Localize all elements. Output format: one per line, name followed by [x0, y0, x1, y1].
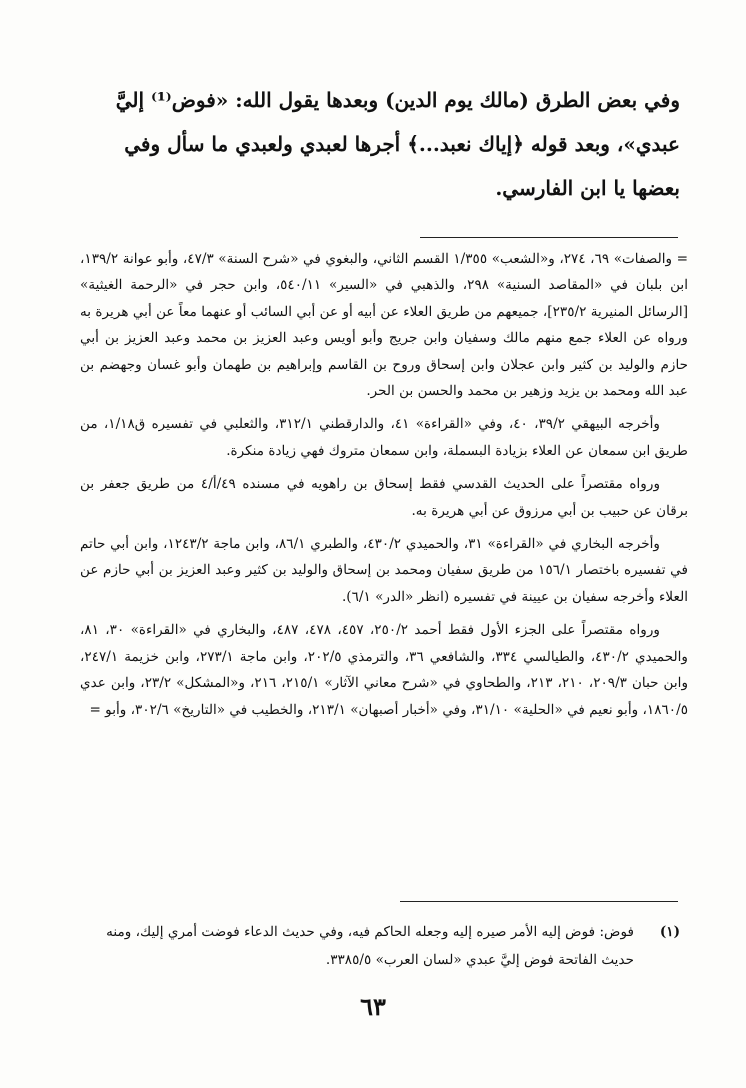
footnote-row	[80, 918, 680, 974]
footnote	[80, 918, 680, 974]
notes-separator-rule	[420, 237, 678, 238]
main-text-line: بعضها يا ابن الفارسي.	[495, 176, 680, 200]
footnote-separator-rule	[400, 901, 678, 902]
footnote-text: فوض: فوض إليه الأمر صيره إليه وجعله الحاكم فيه، وفي حديث الدعاء فوضت أمري إليك، ومنه حديث الفاتحة فوض إليَّ عبدي «لسان العرب» ٣٣٨٥/٥.	[106, 924, 634, 968]
notes-paragraph: وأخرجه البيهقي ٣٩/٢، ٤٠، وفي «القراءة» ٤١، والدارقطني ٣١٢/١، والثعلبي في تفسيره ق١/١٨، من طريق ابن سمعان عن العلاء بزيادة البسملة، وابن سمعان متروك فهي زيادة منكرة.	[80, 416, 688, 459]
notes-paragraph: ورواه مقتصراً على الحديث القدسي فقط إسحاق بن راهويه في مسنده ٤٩/أ/٤ من طريق جعفر بن برقان عن حبيب بن أبي مرزوق عن أبي هريرة به.	[80, 476, 688, 519]
page-number: ٦٣	[360, 992, 386, 1021]
hadith-notes	[80, 246, 688, 730]
notes-paragraph: وأخرجه البخاري في «القراءة» ٣١، والحميدي ٤٣٠/٢، والطبري ٨٦/١، وابن ماجة ١٢٤٣/٢، وابن أبي حاتم في تفسيره باختصار ١٥٦/١ من طريق سفيان ومحمد بن إسحاق والوليد بن كثير وعبد العزيز بن أبي حازم عن العلاء وأخرجه سفيان بن عيينة في تفسيره (انظر «الدر» ٦/١).	[80, 536, 688, 605]
main-text-line: وفي بعض الطرق (مالك يوم الدين) وبعدها يقول الله: «فوض⁽¹⁾ إليَّ	[115, 88, 680, 112]
footnote-number: (١)	[659, 924, 680, 940]
main-text	[80, 78, 680, 210]
notes-paragraph: = والصفات» ٦٩، ٢٧٤، و«الشعب» ١/٣٥٥ القسم الثاني، والبغوي في «شرح السنة» ٤٧/٣، وأبو عوانة ١٣٩/٢، ابن بلبان في «المقاصد السنية» ٢٩٨، والذهبي في «السير» ٥٤٠/١١، وابن حجر في «الرحمة الغيثية» [الرسائل المنيرية ٢٣٥/٢]، جميعهم من طريق العلاء عن أبيه أو عن أبي السائب أو عنهما معاً عن أبي هريرة به ورواه عن العلاء جمع منهم مالك وسفيان وابن جريج وأبو أويس وعبد العزيز بن محمد وعبد العزيز بن أبي حازم والوليد بن كثير وابن عجلان وابن إسحاق وروح بن القاسم وإبراهيم بن طهمان وأبو غسان وجهضم بن عبد الله ومحمد بن يزيد وزهير بن محمد والحسن بن الحر.	[80, 251, 689, 400]
main-text-line: عبدي»، وبعد قوله ﴿إياك نعبد...﴾ أجرها لعبدي ولعبدي ما سأل وفي	[124, 132, 680, 156]
notes-paragraph: ورواه مقتصراً على الجزء الأول فقط أحمد ٢٥٠/٢، ٤٥٧، ٤٧٨، ٤٨٧، والبخاري في «القراءة» ٣٠، ٨١، والحميدي ٤٣٠/٢، والطيالسي ٣٣٤، والشافعي ٣٦، والترمذي ٢٠٢/٥، وابن ماجة ٢٧٣/١، وابن خزيمة ٢٤٧/١، وابن حبان ٢٠٩/٣، ٢١٠، ٢١٣، والطحاوي في «شرح معاني الآثار» ٢١٥/١، ٢١٦، و«المشكل» ٢٣/٢، وابن عدي ١٨٦٠/٥، وأبو نعيم في «الحلية» ٣١/١٠، وفي «أخبار أصبهان» ٢١٣/١، والخطيب في «التاريخ» ٣٠٢/٦، وأبو =	[80, 622, 689, 718]
